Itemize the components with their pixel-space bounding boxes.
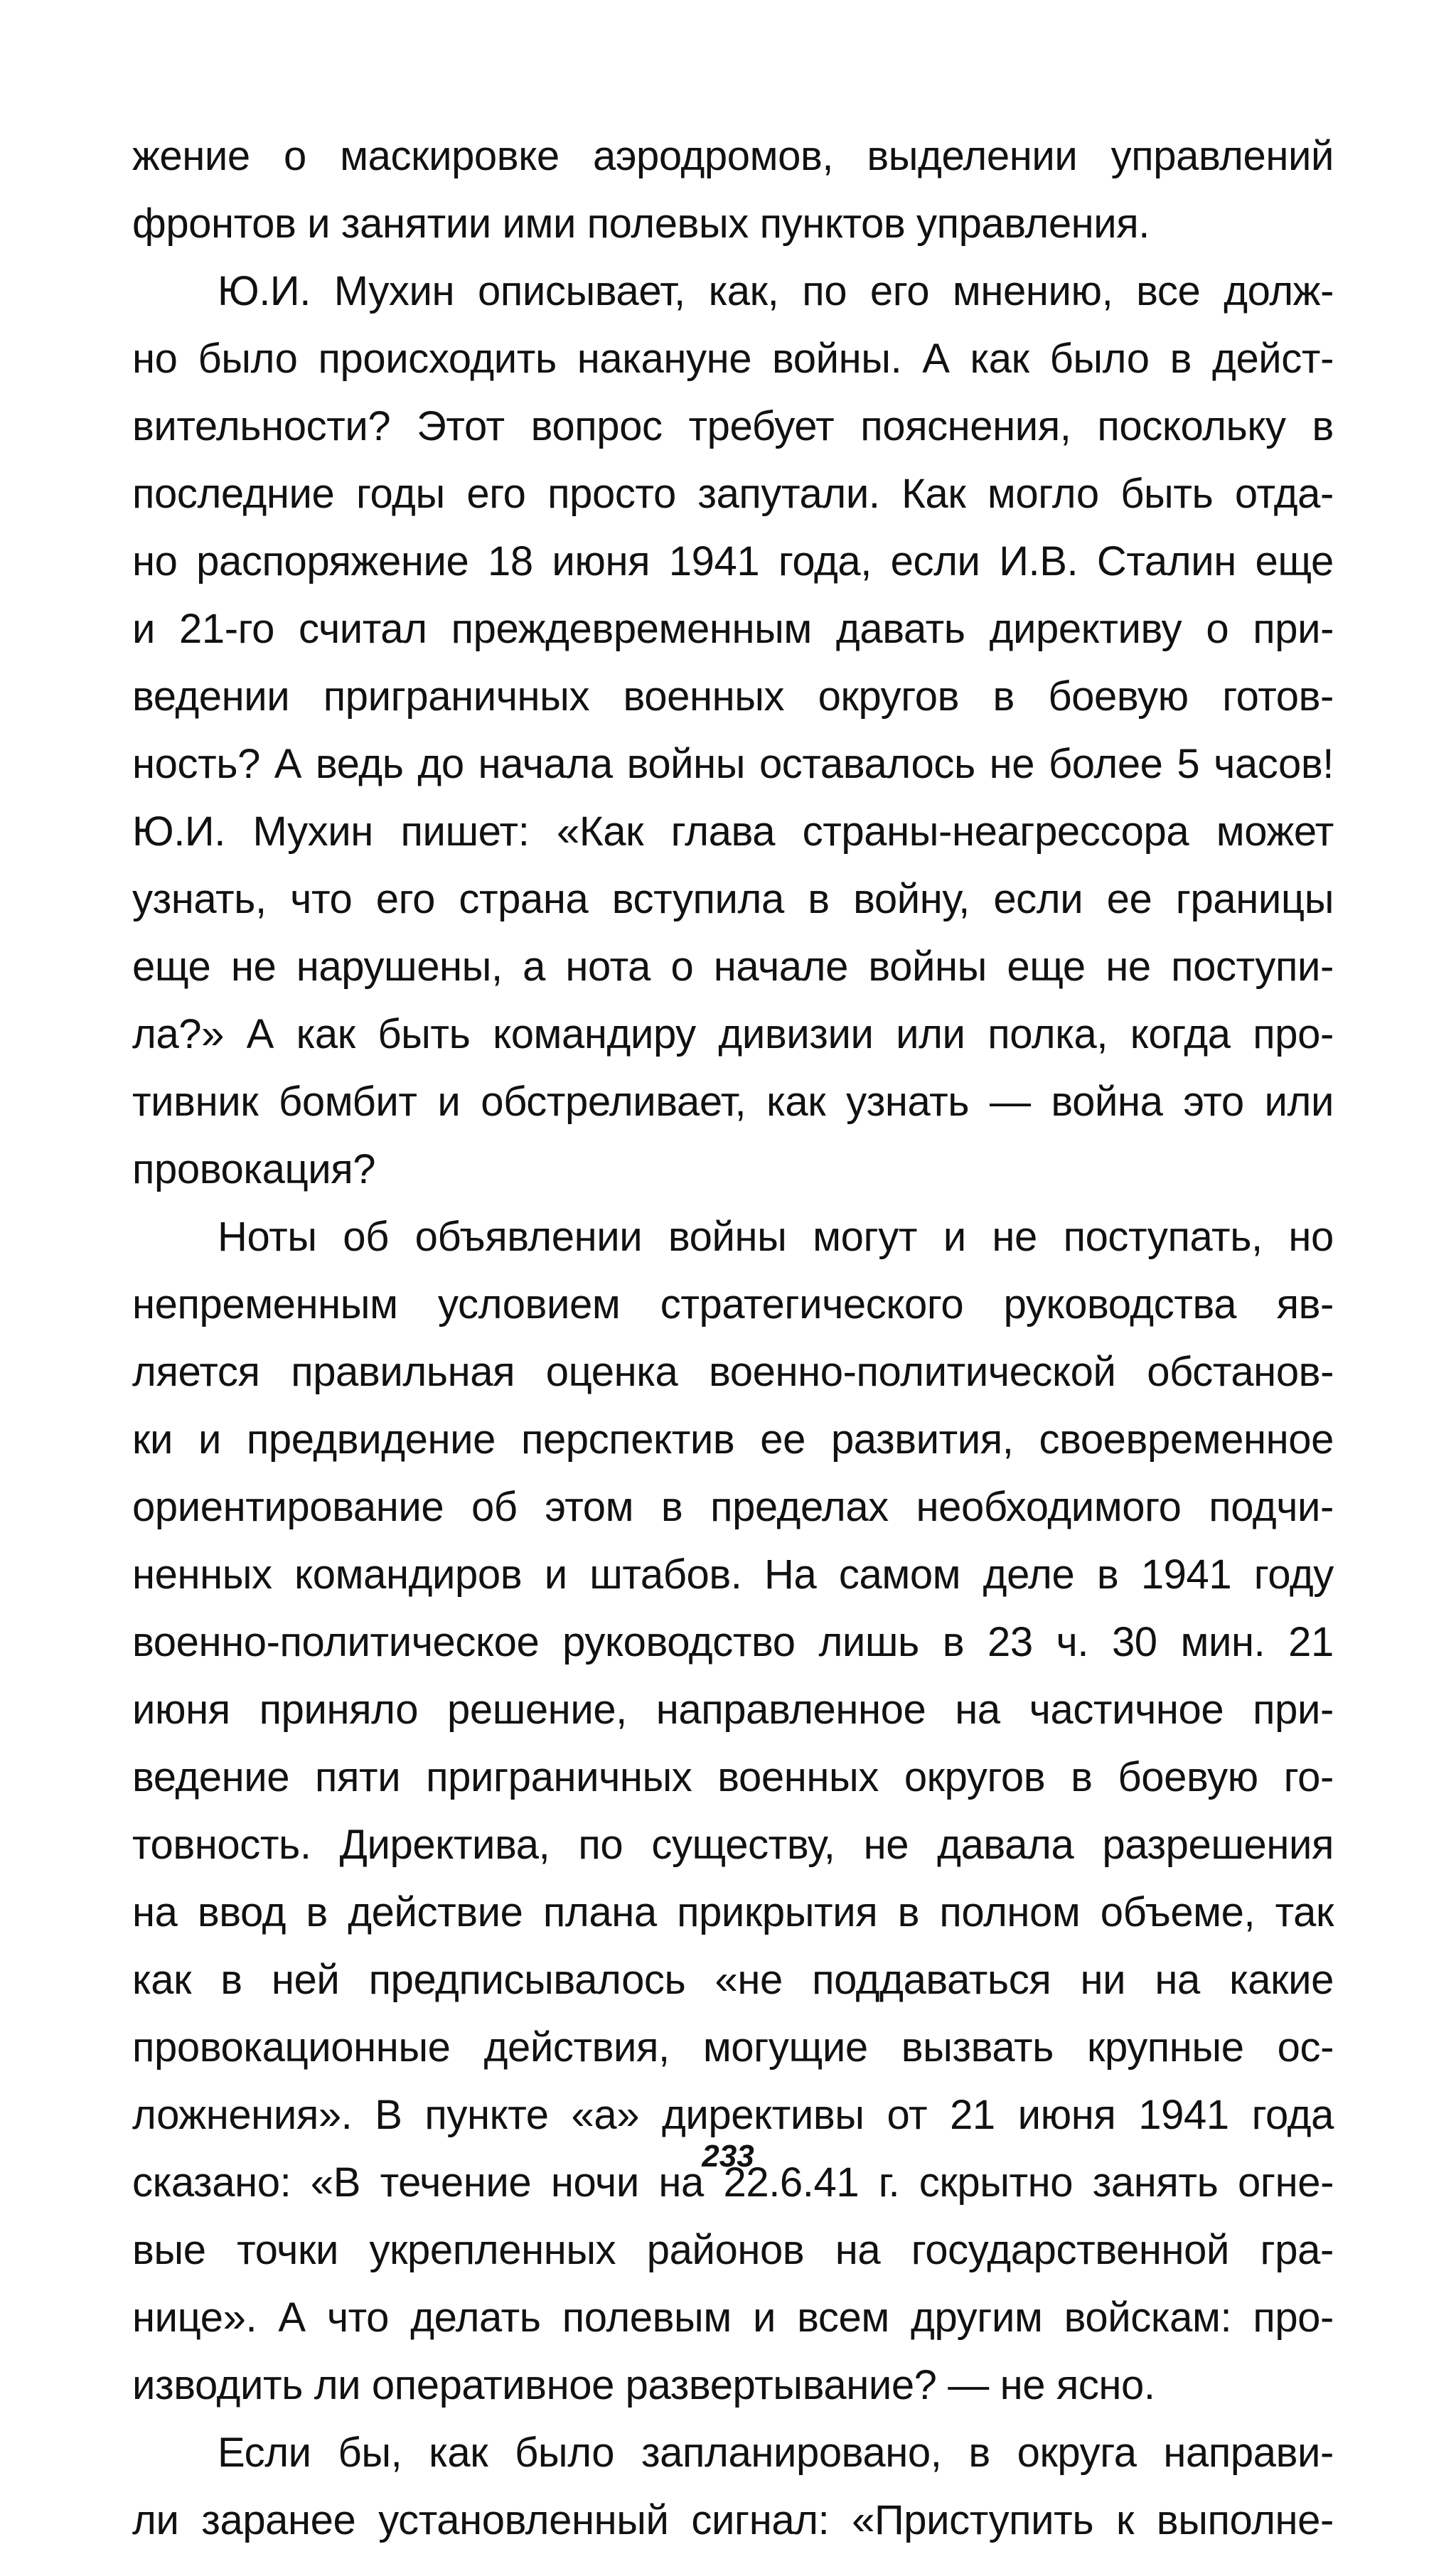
text-line: изводить ли оперативное развертывание? — не ясно. <box>132 2362 1155 2408</box>
text-line: ведение пяти приграничных военных округов в боевую го- <box>132 1754 1334 1800</box>
page-number: 233 <box>702 2139 754 2174</box>
text-line: последние годы его просто запутали. Как могло быть отда- <box>132 471 1334 517</box>
text-line: тивник бомбит и обстреливает, как узнать — война это или <box>132 1079 1334 1125</box>
text-line: еще не нарушены, а нота о начале войны еще не поступи- <box>132 944 1334 990</box>
text-line: ляется правильная оценка военно-политической обстанов- <box>132 1349 1334 1395</box>
text-line: ненных командиров и штабов. На самом деле в 1941 году <box>132 1551 1334 1598</box>
text-line: ведении приграничных военных округов в боевую готов- <box>132 673 1334 720</box>
text-line: и 21-го считал преждевременным давать директиву о при- <box>132 606 1334 652</box>
text-line: как в ней предписывалось «не поддаваться ни на какие <box>132 1957 1334 2003</box>
text-line: но было происходить накануне войны. А как было в дейст- <box>132 336 1334 382</box>
text-line: нице». А что делать полевым и всем другим войскам: про- <box>132 2294 1334 2341</box>
text-line: Ю.И. Мухин пишет: «Как глава страны-неагрессора может <box>132 808 1334 855</box>
text-line: товность. Директива, по существу, не давала разрешения <box>132 1822 1334 1868</box>
text-line: ки и предвидение перспектив ее развития, своевременное <box>132 1416 1334 1463</box>
text-line: ность? А ведь до начала войны оставалось не более 5 часов! <box>132 741 1334 787</box>
text-line: Ю.И. Мухин описывает, как, по его мнению, все долж- <box>218 268 1334 314</box>
text-line: фронтов и занятии ими полевых пунктов управления. <box>132 201 1150 247</box>
text-line: жение о маскировке аэродромов, выделении управлений <box>132 133 1334 179</box>
text-line: вительности? Этот вопрос требует пояснения, поскольку в <box>132 403 1334 449</box>
text-line: военно-политическое руководство лишь в 23 ч. 30 мин. 21 <box>132 1619 1334 1665</box>
text-line: вые точки укрепленных районов на государственной гра- <box>132 2227 1334 2273</box>
text-line: ла?» А как быть командиру дивизии или полка, когда про- <box>132 1011 1334 1057</box>
body-text <box>132 122 1334 2554</box>
text-line: провокация? <box>132 1146 376 1192</box>
text-line: узнать, что его страна вступила в войну, если ее границы <box>132 876 1334 922</box>
text-line: Если бы, как было запланировано, в округа направи- <box>218 2430 1334 2476</box>
text-line: ориентирование об этом в пределах необходимого подчи- <box>132 1484 1334 1530</box>
text-line: июня приняло решение, направленное на частичное при- <box>132 1687 1334 1733</box>
text-line: на ввод в действие плана прикрытия в полном объеме, так <box>132 1889 1334 1935</box>
text-line: непременным условием стратегического руководства яв- <box>132 1281 1334 1327</box>
text-line: провокационные действия, могущие вызвать крупные ос- <box>132 2024 1334 2071</box>
text-line: ложнения». В пункте «а» директивы от 21 июня 1941 года <box>132 2092 1334 2138</box>
text-line: Ноты об объявлении войны могут и не поступать, но <box>218 1214 1334 1260</box>
text-line: ли заранее установленный сигнал: «Приступить к выполне- <box>132 2497 1334 2543</box>
text-line: сказано: «В течение ночи на 22.6.41 г. скрытно занять огне- <box>132 2159 1334 2206</box>
text-line: но распоряжение 18 июня 1941 года, если И.В. Сталин еще <box>132 538 1334 584</box>
